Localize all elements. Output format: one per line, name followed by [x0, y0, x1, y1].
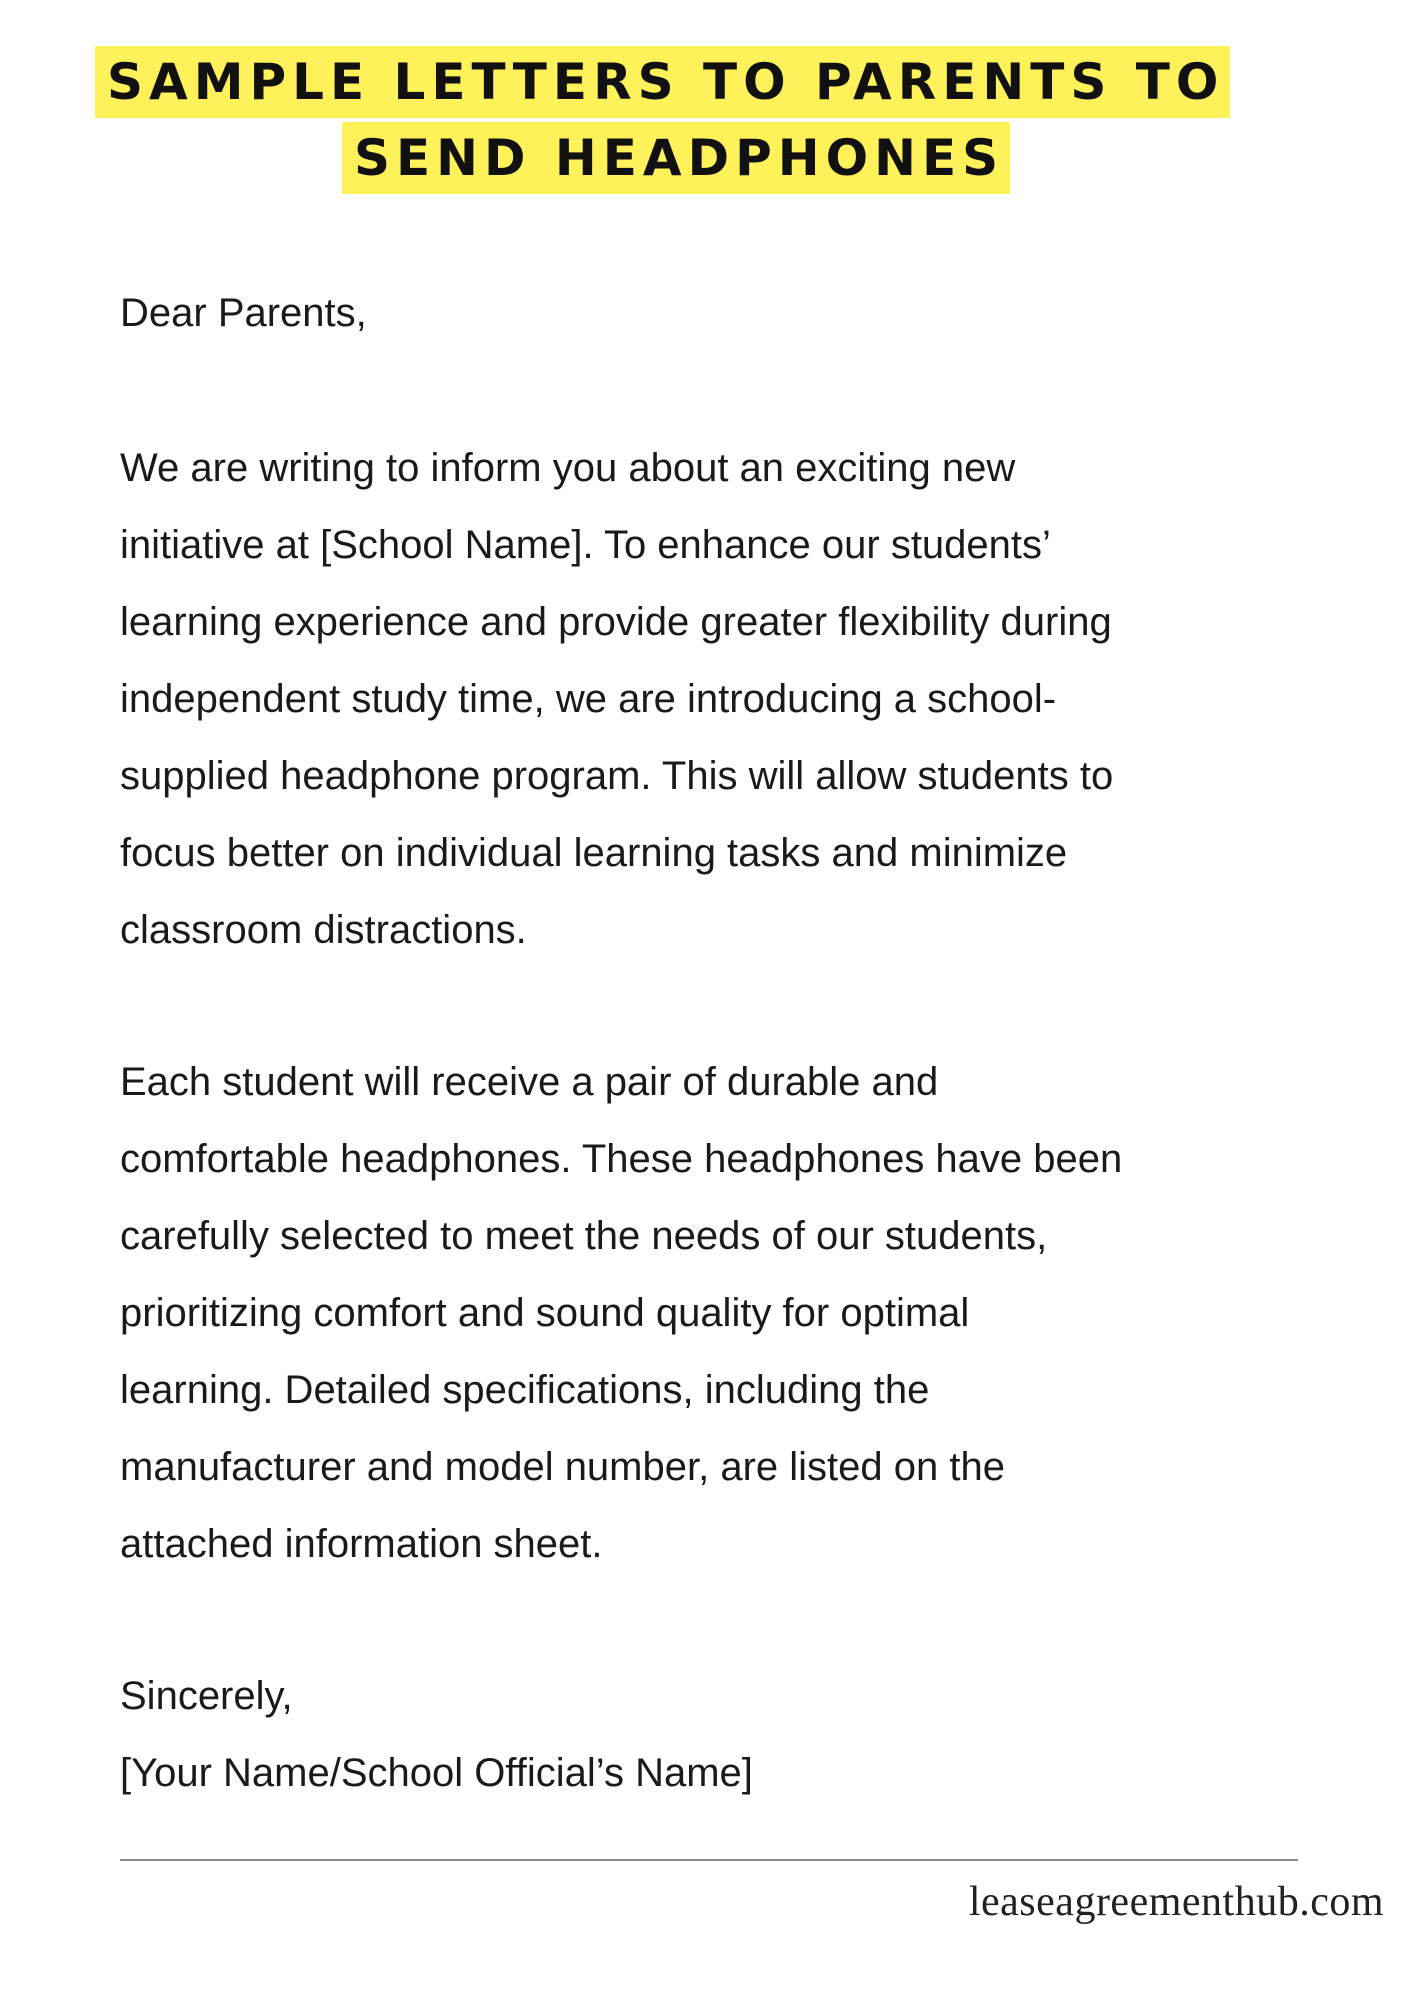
paragraph-line: prioritizing comfort and sound quality for optimal: [120, 1291, 970, 1335]
title-line-1: SAMPLE LETTERS TO PARENTS TO: [95, 46, 1230, 118]
paragraph-line: supplied headphone program. This will allow students to: [120, 754, 1114, 798]
paragraph-line: initiative at [School Name]. To enhance our students’: [120, 523, 1051, 567]
paragraph-line: carefully selected to meet the needs of our students,: [120, 1214, 1048, 1258]
letter-paragraph-1: [120, 430, 1350, 969]
paragraph-line: focus better on individual learning tasks and minimize: [120, 831, 1068, 875]
title-line-2: SEND HEADPHONES: [342, 122, 1010, 194]
paragraph-line: attached information sheet.: [120, 1522, 603, 1566]
paragraph-line: manufacturer and model number, are listed on the: [120, 1445, 1005, 1489]
paragraph-line: We are writing to inform you about an exciting new: [120, 446, 1016, 490]
letter-greeting: Dear Parents,: [120, 291, 367, 335]
footer-divider: [120, 1859, 1298, 1861]
paragraph-line: Each student will receive a pair of durable and: [120, 1060, 939, 1104]
footer-site-name: leaseagreementhub.com: [968, 1879, 1384, 1925]
paragraph-line: learning. Detailed specifications, including the: [120, 1368, 930, 1412]
paragraph-line: independent study time, we are introducing a school-: [120, 677, 1057, 721]
paragraph-line: classroom distractions.: [120, 908, 527, 952]
paragraph-line: learning experience and provide greater flexibility during: [120, 600, 1112, 644]
letter-paragraph-2: [120, 1044, 1350, 1583]
letter-closing: Sincerely,: [120, 1674, 293, 1718]
letter-signature: [Your Name/School Official’s Name]: [120, 1751, 753, 1795]
paragraph-line: comfortable headphones. These headphones have been: [120, 1137, 1123, 1181]
